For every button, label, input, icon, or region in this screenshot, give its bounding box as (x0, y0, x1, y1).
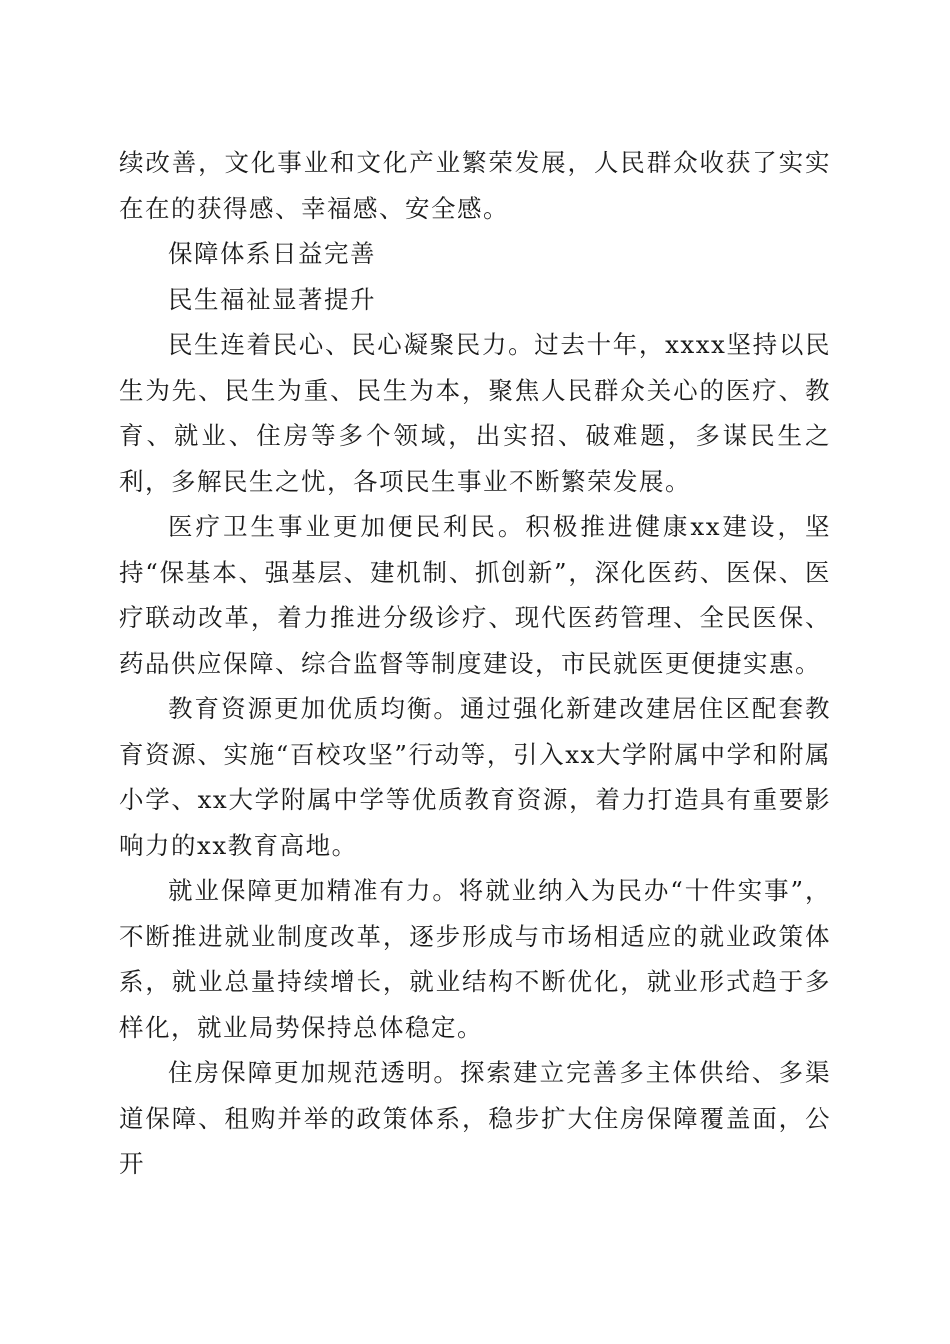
paragraph-employment: 就业保障更加精准有力。将就业纳入为民办“十件实事”，不断推进就业制度改革，逐步形成与市场相适应的就业政策体系，就业总量持续增长，就业结构不断优化，就业形式趋于多样化，就业局势保持总体稳定。 (119, 876, 831, 1042)
section-heading-livelihood: 民生福祉显著提升 (168, 284, 376, 314)
document-body (119, 140, 831, 1187)
paragraph-housing: 住房保障更加规范透明。探索建立完善多主体供给、多渠道保障、租购并举的政策体系，稳步扩大住房保障覆盖面，公开 (119, 1058, 831, 1178)
paragraph-livelihood-intro: 民生连着民心、民心凝聚民力。过去十年，xxxx坚持以民生为先、民生为重、民生为本，聚焦人民群众关心的医疗、教育、就业、住房等多个领域，出实招、破难题，多谋民生之利，多解民生之忧，各项民生事业不断繁荣发展。 (119, 330, 831, 496)
paragraph-healthcare: 医疗卫生事业更加便民利民。积极推进健康xx建设，坚持“保基本、强基层、建机制、抓创新”，深化医药、医保、医疗联动改革，着力推进分级诊疗、现代医药管理、全民医保、药品供应保障、综合监督等制度建设，市民就医更便捷实惠。 (119, 512, 831, 678)
section-heading-security-system: 保障体系日益完善 (168, 239, 376, 268)
paragraph-continued: 续改善，文化事业和文化产业繁荣发展，人民群众收获了实实在在的获得感、幸福感、安全感。 (119, 148, 831, 223)
paragraph-education: 教育资源更加优质均衡。通过强化新建改建居住区配套教育资源、实施“百校攻坚”行动等，引入xx大学附属中学和附属小学、xx大学附属中学等优质教育资源，着力打造具有重要影响力的xx教育高地。 (119, 694, 831, 860)
